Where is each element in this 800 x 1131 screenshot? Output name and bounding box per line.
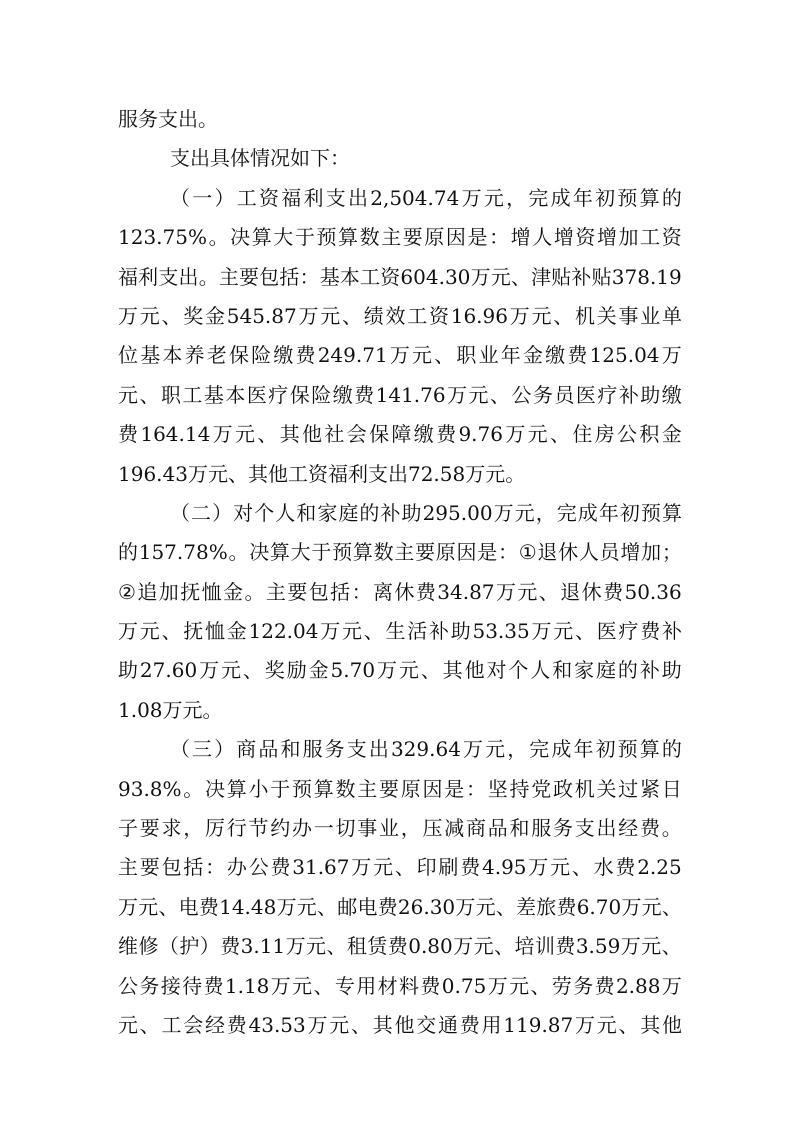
text-line: 万 元 、 奖 金 545.87 万 元 、 绩 效 工 资 16.96 万 元 、 机 关 事 业 单 <box>118 303 682 328</box>
text-line: 万 元 、 电 费 14.48 万 元 、 邮 电 费 26.30 万 元 、 差 旅 费 6.70 万 元 、 <box>118 894 682 919</box>
text-line: 维 修 （ 护 ） 费 3.11 万 元 、 租 赁 费 0.80 万 元 、 培 训 费 3.59 万 元 、 <box>118 934 682 959</box>
text-line: 的 157.78% 。 决 算 大 于 预 算 数 主 要 原 因 是 ： ① 退 休 人 员 增 加 ； <box>118 540 682 565</box>
text-line: 196.43万元、其他工资福利支出72.58万元。 <box>118 461 526 486</box>
text-line: （ 二 ） 对 个 人 和 家 庭 的 补 助 295.00 万 元 ， 完 成 年 初 预 算 <box>170 500 682 525</box>
text-line: 元 、 职 工 基 本 医 疗 保 险 缴 费 141.76 万 元 、 公 务 员 医 疗 补 助 缴 <box>118 382 682 407</box>
document-page <box>118 100 682 1045</box>
text-line: ② 追 加 抚 恤 金 。 主 要 包 括 ： 离 休 费 34.87 万 元 、 退 休 费 50.36 <box>118 579 682 604</box>
text-line: （ 一 ） 工 资 福 利 支 出 2,504.74 万 元 ， 完 成 年 初 预 算 的 <box>170 185 682 210</box>
text-line: 助 27.60 万 元 、 奖 励 金 5.70 万 元 、 其 他 对 个 人 和 家 庭 的 补 助 <box>118 658 682 683</box>
text-line: 福 利 支 出 。 主 要 包 括 ： 基 本 工 资 604.30 万 元 、 津 贴 补 贴 378.19 <box>118 264 682 289</box>
text-line: 支出具体情况如下： <box>170 146 350 171</box>
text-line: 服务支出。 <box>118 107 218 131</box>
text-line: 公 务 接 待 费 1.18 万 元 、 专 用 材 料 费 0.75 万 元 、 劳 务 费 2.88 万 <box>118 973 682 998</box>
text-line: 子 要 求 ， 厉 行 节 约 办 一 切 事 业 ， 压 减 商 品 和 服 务 支 出 经 费 。 <box>118 816 682 841</box>
text-line: 位 基 本 养 老 保 险 缴 费 249.71 万 元 、 职 业 年 金 缴 费 125.04 万 <box>118 343 682 368</box>
text-line: 1.08万元。 <box>118 697 223 722</box>
text-line: 123.75% 。 决 算 大 于 预 算 数 主 要 原 因 是 ： 增 人 增 资 增 加 工 资 <box>118 225 682 250</box>
text-line: （ 三 ） 商 品 和 服 务 支 出 329.64 万 元 ， 完 成 年 初 预 算 的 <box>170 737 682 762</box>
text-line: 费 164.14 万 元 、 其 他 社 会 保 障 缴 费 9.76 万 元 、 住 房 公 积 金 <box>118 422 682 447</box>
text-line: 万 元 、 抚 恤 金 122.04 万 元 、 生 活 补 助 53.35 万 元 、 医 疗 费 补 <box>118 619 682 644</box>
text-line: 93.8% 。 决 算 小 于 预 算 数 主 要 原 因 是 ： 坚 持 党 政 机 关 过 紧 日 <box>118 776 682 801</box>
text-line: 元 、 工 会 经 费 43.53 万 元 、 其 他 交 通 费 用 119.87 万 元 、 其 他 <box>118 1012 682 1037</box>
text-line: 主 要 包 括 ： 办 公 费 31.67 万 元 、 印 刷 费 4.95 万 元 、 水 费 2.25 <box>118 855 682 880</box>
